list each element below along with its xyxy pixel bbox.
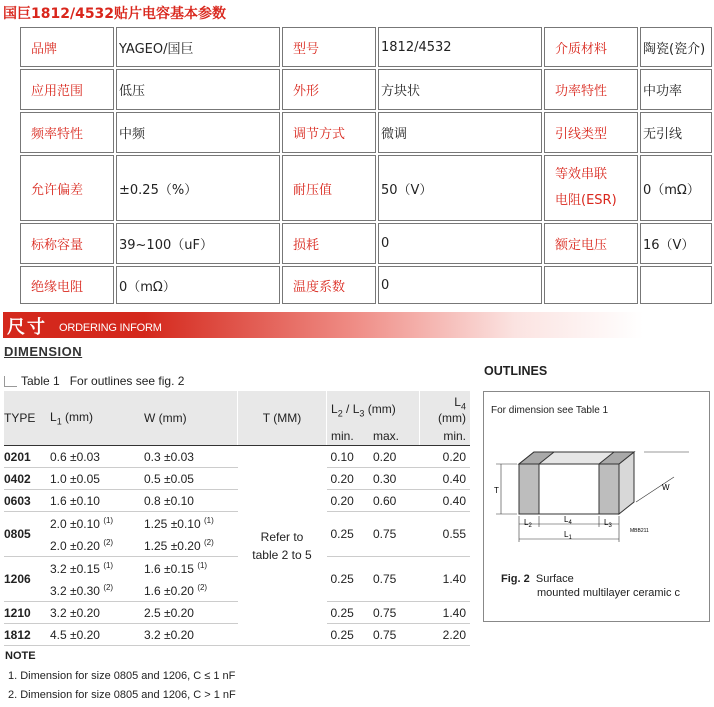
note-item: 1. Dimension for size 0805 and 1206, C ≤ 1 nF [8,670,236,682]
col-l4-min: min. [420,427,471,446]
param-key: 耐压值 [282,155,376,221]
param-key: 频率特性 [20,112,114,153]
cell-l1: 4.5 ±0.20 [46,624,140,646]
param-key: 型号 [282,27,376,67]
cell-l4-min: 2.20 [420,624,471,646]
col-type: TYPE [4,391,46,446]
cell-l4-min: 0.20 [420,446,471,468]
param-value: YAGEO/国巨 [116,27,280,67]
note-heading: NOTE [5,650,36,662]
parameter-table [18,25,714,306]
capacitor-outline-drawing [484,432,709,552]
cell-w: 3.2 ±0.20 [140,624,238,646]
cell-l1: 3.2 ±0.30 $^{(2)}$ [46,579,140,602]
label-l3: $L_3$ [604,518,612,529]
cell-w: 0.8 ±0.10 [140,490,238,512]
drawing-code: MBB211 [630,528,649,534]
outlines-figure [483,391,710,622]
cell-type: 0805 [4,512,46,557]
cell-l1: 3.2 ±0.20 [46,602,140,624]
label-l2: $L_2$ [524,518,532,529]
cell-l2-min: 0.25 [327,557,370,602]
figure-caption-line2: mounted multilayer ceramic c [537,587,681,599]
table-row [4,446,470,468]
param-key [544,266,638,304]
outlines-heading: OUTLINES [484,364,548,378]
col-l4: $L_4$ (mm) [420,391,471,427]
param-key: 等效串联 [555,167,608,182]
banner-title: 尺寸 [7,317,47,338]
cell-l2-max: 0.75 [369,624,420,646]
param-key: 温度系数 [282,266,376,304]
table-row [4,624,470,646]
col-l1: $L_1$ (mm) [46,391,140,446]
param-value: 0 [378,266,542,304]
cell-l2-min: 0.10 [327,446,370,468]
figure-caption-line1: Surface [535,573,574,585]
figure-label: Fig. 2 [501,573,530,585]
cell-l2-max: 0.75 [369,602,420,624]
cell-t-refer: Refer to table 2 to 5 [238,446,327,646]
cell-l1: 3.2 ±0.15 $^{(1)}$ [50,560,114,576]
cell-type: 1206 [4,557,46,602]
cell-l2-max: 0.75 [369,512,420,557]
param-value: 16（V） [640,223,712,264]
table-row [4,468,470,490]
param-value: 中功率 [640,69,712,110]
col-l2-max: max. [369,427,420,446]
param-value: 0 [378,223,542,264]
cell-w: 2.5 ±0.20 [140,602,238,624]
param-value: 低压 [116,69,280,110]
cell-l4-min: 1.40 [420,602,471,624]
ordering-banner [3,312,643,338]
label-w: W [662,483,670,492]
cell-l2-max: 0.20 [369,446,420,468]
param-value: 微调 [378,112,542,153]
param-value: 0（mΩ） [116,266,280,304]
table1-caption-text: For outlines see fig. 2 [69,374,185,388]
table-row [4,602,470,624]
cell-l4-min: 0.40 [420,490,471,512]
cell-w: 1.25 ±0.20 $^{(2)}$ [140,534,238,557]
cell-type: 0201 [4,446,46,468]
param-key-line2: 电阻(ESR) [555,193,617,208]
param-key: 功率特性 [544,69,638,110]
param-key: 标称容量 [20,223,114,264]
table-row [4,557,470,580]
cell-l4-min: 0.40 [420,468,471,490]
label-l1: $L_1$ [564,530,572,541]
cell-l1: 0.6 ±0.03 [46,446,140,468]
param-value: 0（mΩ） [640,155,712,221]
col-l2-min: min. [327,427,370,446]
figure-caption [501,572,680,600]
param-key: 允许偏差 [20,155,114,221]
param-value: ±0.25（%） [116,155,280,221]
cell-type: 1812 [4,624,46,646]
cell-type: 1210 [4,602,46,624]
param-key: 介质材料 [544,27,638,67]
cell-w: 1.6 ±0.15 $^{(1)}$ [144,560,208,576]
param-key: 引线类型 [544,112,638,153]
col-l2l3: $L_2 / L_3$ (mm) [327,391,420,427]
cell-w: 0.5 ±0.05 [140,468,238,490]
cell-l1: 2.0 ±0.20 $^{(2)}$ [46,534,140,557]
cell-l1: 2.0 ±0.10 $^{(1)}$ [50,515,114,531]
param-value: 陶瓷(瓷介) [640,27,712,67]
cell-w: 1.25 ±0.10 $^{(1)}$ [144,515,214,531]
cell-w: 0.3 ±0.03 [140,446,238,468]
param-key: 额定电压 [544,223,638,264]
table-row [4,512,470,535]
label-l4: $L_4$ [564,515,572,526]
param-value: 50（V） [378,155,542,221]
cell-l2-min: 0.25 [327,512,370,557]
cell-type: 0603 [4,490,46,512]
note-item: 2. Dimension for size 0805 and 1206, C > 1 nF [8,689,236,701]
param-key: 外形 [282,69,376,110]
table1-label: Table 1 [21,374,60,388]
cell-l2-max: 0.60 [369,490,420,512]
param-value: 1812/4532 [378,27,542,67]
cell-l2-min: 0.20 [327,490,370,512]
param-key: 调节方式 [282,112,376,153]
cell-type: 0402 [4,468,46,490]
cell-l2-max: 0.75 [369,557,420,602]
param-value: 方块状 [378,69,542,110]
col-w: W (mm) [140,391,238,446]
cell-l1: 1.6 ±0.10 [46,490,140,512]
cell-l2-min: 0.25 [327,602,370,624]
banner-subtitle: ORDERING INFORM [59,322,162,334]
cell-l2-min: 0.25 [327,624,370,646]
table-row [4,490,470,512]
param-value: 无引线 [640,112,712,153]
caption-corner-icon [4,376,17,387]
label-t: T [494,486,499,495]
param-value: 中频 [116,112,280,153]
cell-l4-min: 1.40 [420,557,471,602]
param-key: 损耗 [282,223,376,264]
param-value: 39~100（uF） [116,223,280,264]
cell-l4-min: 0.55 [420,512,471,557]
cell-l2-max: 0.30 [369,468,420,490]
page-title: 国巨1812/4532贴片电容基本参数 [3,6,227,22]
param-key-esr [544,155,638,221]
dimension-see-note: For dimension see Table 1 [491,405,609,416]
param-key: 应用范围 [20,69,114,110]
col-t: T (MM) [238,391,327,446]
dimension-heading: DIMENSION [4,344,83,359]
dimension-table [4,391,470,646]
cell-l2-min: 0.20 [327,468,370,490]
table1-caption [4,374,184,388]
param-key: 品牌 [20,27,114,67]
param-value [640,266,712,304]
param-key: 绝缘电阻 [20,266,114,304]
cell-w: 1.6 ±0.20 $^{(2)}$ [140,579,238,602]
cell-l1: 1.0 ±0.05 [46,468,140,490]
